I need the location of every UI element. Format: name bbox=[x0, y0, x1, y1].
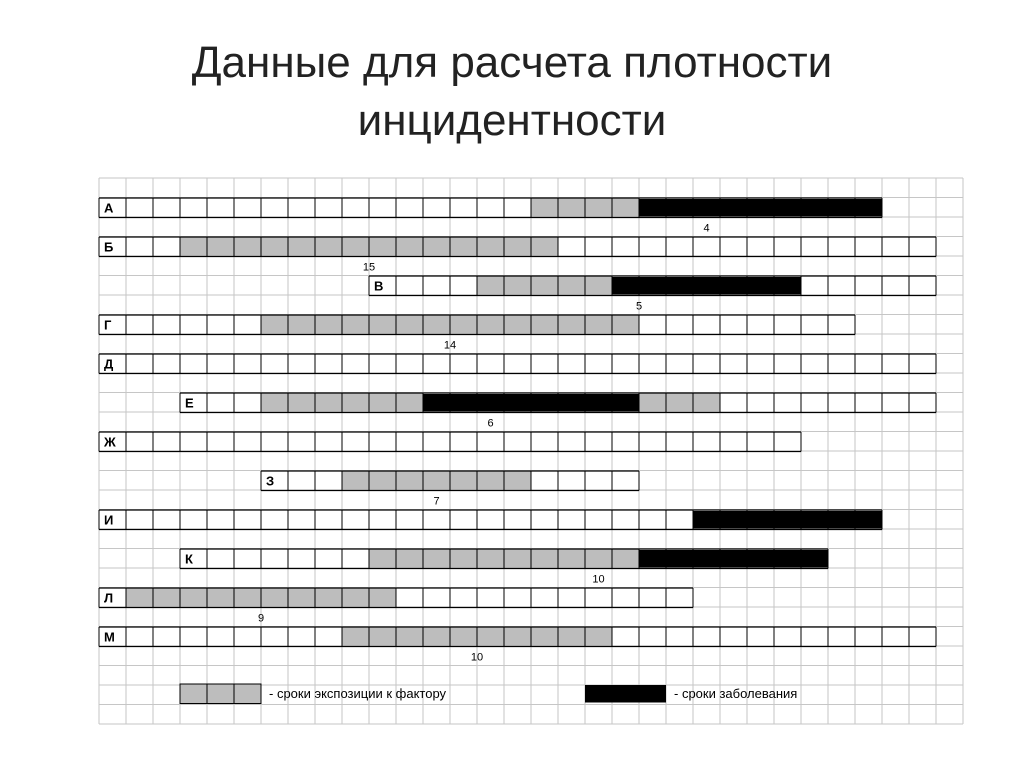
row-letter: А bbox=[104, 200, 114, 216]
row-letter: В bbox=[374, 278, 384, 294]
row-letter: И bbox=[104, 512, 114, 528]
legend-exposure-label: - сроки экспозиции к фактору bbox=[269, 686, 447, 701]
disease-segment bbox=[612, 277, 801, 295]
row-count-label: 9 bbox=[257, 612, 265, 625]
row-count-label: 5 bbox=[635, 300, 643, 313]
legend-disease-swatch bbox=[585, 685, 666, 703]
disease-segment bbox=[693, 511, 882, 529]
row-5 bbox=[99, 354, 936, 374]
row-letter: Л bbox=[104, 590, 114, 606]
row-letter: Д bbox=[104, 356, 114, 372]
row-letter: К bbox=[185, 551, 193, 567]
row-count-label: 14 bbox=[443, 339, 457, 352]
row-7 bbox=[99, 432, 801, 452]
row-2 bbox=[99, 237, 936, 274]
row-1 bbox=[99, 198, 882, 235]
disease-segment bbox=[639, 550, 828, 568]
row-letter: Ж bbox=[104, 434, 116, 450]
row-count-label: 4 bbox=[703, 222, 710, 235]
legend-disease-label: - сроки заболевания bbox=[674, 686, 798, 701]
exposure-segment bbox=[477, 276, 612, 296]
legend-disease bbox=[585, 685, 797, 703]
row-count-label: 10 bbox=[592, 573, 605, 586]
row-letter: Б bbox=[104, 239, 114, 255]
row-letter: З bbox=[266, 473, 275, 489]
row-count-label: 7 bbox=[433, 495, 440, 508]
row-letter: М bbox=[104, 629, 115, 645]
exposure-segment bbox=[342, 471, 531, 491]
row-count-label: 15 bbox=[362, 261, 376, 274]
row-letter: Г bbox=[104, 317, 112, 333]
row-3 bbox=[369, 276, 936, 313]
row-9 bbox=[99, 510, 882, 530]
exposure-segment bbox=[639, 393, 720, 413]
subject-rows bbox=[99, 198, 936, 664]
legend bbox=[180, 684, 797, 704]
row-count-label: 10 bbox=[470, 651, 484, 664]
legend-exposure-swatch bbox=[180, 684, 261, 704]
legend-exposure bbox=[180, 684, 447, 704]
title-line-1: Данные для расчета плотности bbox=[191, 38, 833, 87]
row-letter: Е bbox=[185, 395, 194, 411]
title-line-2: инцидентности bbox=[357, 96, 667, 145]
row-12 bbox=[99, 627, 936, 664]
disease-segment bbox=[639, 199, 882, 217]
row-count-label: 6 bbox=[487, 417, 494, 430]
